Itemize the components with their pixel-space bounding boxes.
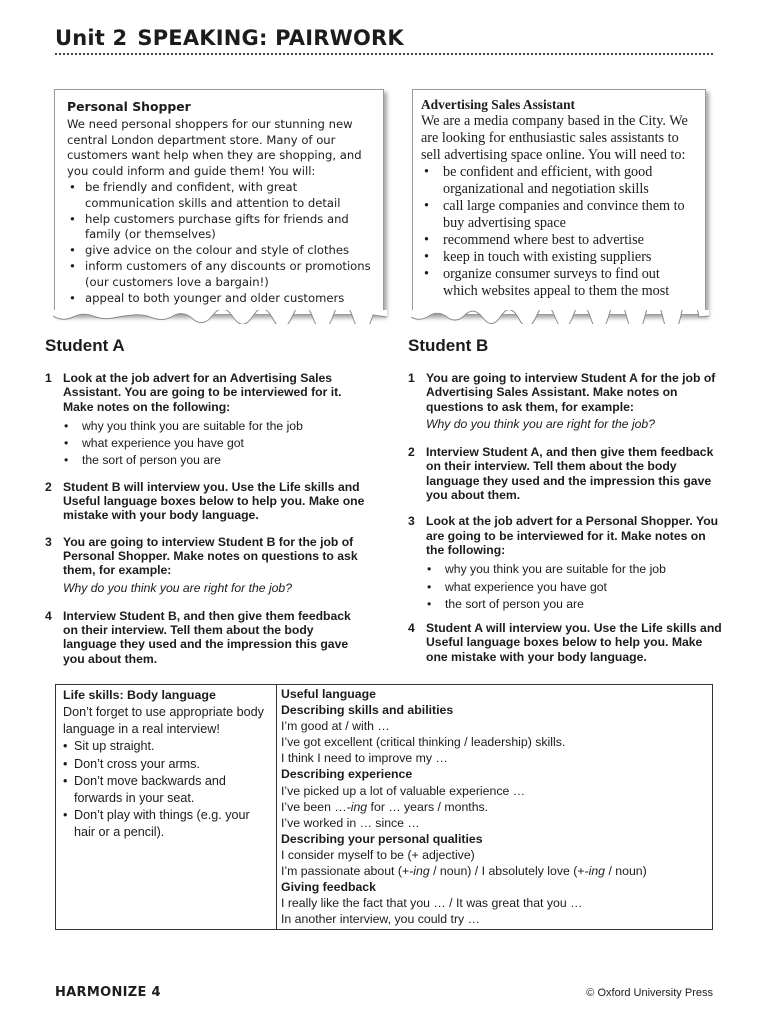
life-skills-bullet: • Don’t cross your arms. [63,756,270,773]
advert-intro: We are a media company based in the City. We are looking for enthusiastic sales assistants to sell advertising space online. You will need to: [421,113,688,163]
advert-intro: We need personal shoppers for our stunning new central London department store. Many of our customers want help when they are shopping, and you could inform and guide them! You will: [67,116,362,179]
section-heading: Describing experience [281,767,413,782]
footer-brand [55,985,161,1000]
life-skills-title: Life skills: Body language [63,688,216,702]
task-text: Student A will interview you. Use the Life skills and Useful language boxes below to help you. Make one mistake with your body language. [426,621,722,664]
task-number: 1 [408,371,415,385]
advert-bullet: • recommend where best to advertise [421,232,697,249]
task-text: Look at the job advert for an Advertising Sales Assistant. You are going to be interviewed for it. Make notes on the following: [63,371,342,414]
advert-bullet: • inform customers of any discounts or promotions (our customers love a bargain!) [67,259,373,291]
task-bullets [63,419,365,468]
footer-copyright: © Oxford University Press [586,987,713,999]
life-skills-bullet: • Don’t play with things (e.g. your hair or a pencil). [63,807,270,841]
task-text: You are going to interview Student B for the job of Personal Shopper. Make notes on questions to ask them, for example: [63,534,358,578]
unit-label: Unit 2 [55,26,128,50]
life-skills-bullet: • Sit up straight. [63,738,270,755]
task-text: You are going to interview Student A for the job of Advertising Sales Assistant. Make notes on questions to ask them, for example: [426,371,716,414]
torn-edge-decoration [53,310,387,324]
advert-bullet: • be confident and efficient, with good organizational and negotiation skills [421,164,697,198]
advert-title: Personal Shopper [67,99,191,114]
header-dotted-rule [55,53,713,55]
phrase-line: I’ve got excellent (critical thinking / leadership) skills. [281,735,566,750]
advert-personal-shopper [54,89,384,315]
advert-advertising-sales [412,89,706,315]
advert-bullet: • keep in touch with existing suppliers [421,249,697,266]
task-example: Why do you think you are right for the job? [63,580,292,595]
task-number: 2 [45,479,52,494]
phrase-line: I consider myself to be (+ adjective) [281,847,475,862]
task-bullet: • why you think you are suitable for the job [63,419,365,433]
page-title [55,26,404,50]
phrase-line: I’ve been …-ing for … years / months. [281,799,489,814]
task-item [45,535,365,595]
task-bullet: • why you think you are suitable for the job [426,562,726,576]
task-number: 4 [45,608,52,623]
life-skills-bullets [63,738,270,841]
advert-bullet: • organize consumer surveys to find out which websites appeal to them the most [421,266,697,300]
task-item [408,445,726,502]
task-text: Interview Student A, and then give them feedback on their interview. Tell them about the body language they used and the impression this gave you about them. [426,445,714,503]
task-number: 3 [45,534,52,549]
task-number: 4 [408,621,415,636]
task-bullet: • what experience you have got [63,436,365,450]
advert-title: Advertising Sales Assistant [421,97,576,112]
advert-bullet: • help customers purchase gifts for friends and family (or themselves) [67,212,373,244]
task-item [45,609,365,666]
section-heading: Describing your personal qualities [281,831,483,846]
life-skills-bullet: • Don’t move backwards and forwards in your seat. [63,773,270,807]
section-heading: Giving feedback [281,880,376,895]
task-number: 3 [408,514,415,529]
advert-bullet: • appeal to both younger and older customers [67,291,373,307]
student-b-tasks [408,371,726,664]
phrase-line: I really like the fact that you … / It was great that you … [281,896,583,911]
phrase-line: I’ve picked up a lot of valuable experience … [281,783,526,798]
section-title: SPEAKING: PAIRWORK [137,26,404,50]
task-number: 1 [45,371,52,385]
phrase-line: I’ve worked in … since … [281,815,420,830]
task-text: Interview Student B, and then give them feedback on their interview. Tell them about the body language they used and the impression this gave you about them. [63,608,351,666]
task-item [45,371,365,468]
life-skills-intro: Don’t forget to use appropriate body language in a real interview! [63,705,264,737]
brand-level: 4 [151,985,161,1000]
advert-bullets [67,180,373,306]
section-heading: Describing skills and abilities [281,703,454,718]
task-example: Why do you think you are right for the job? [426,416,655,431]
student-b-heading: Student B [408,336,489,355]
advert-bullets [421,164,697,300]
phrase-line: I think I need to improve my … [281,751,448,766]
useful-language-panel [277,685,712,929]
advert-bullet: • be friendly and confident, with great communication skills and attention to detail [67,180,373,212]
task-item [408,514,726,611]
task-bullet: • the sort of person you are [63,453,365,467]
torn-edge-decoration [411,310,709,324]
task-item [45,480,365,523]
phrase-line: I’m passionate about (+-ing / noun) / I absolutely love (+-ing / noun) [281,864,647,879]
task-number: 2 [408,445,415,460]
student-a-tasks [45,371,365,666]
life-skills-panel [56,685,277,929]
task-bullet: • the sort of person you are [426,597,726,611]
student-a-heading: Student A [45,336,125,355]
task-item [408,371,726,431]
phrase-line: In another interview, you could try … [281,912,480,927]
language-box [55,684,713,930]
task-bullet: • what experience you have got [426,580,726,594]
task-item [408,621,726,664]
advert-bullet: • call large companies and convince them to buy advertising space [421,198,697,232]
brand-name: HARMONIZE [55,985,147,1000]
useful-language-title: Useful language [281,687,376,701]
phrase-line: I’m good at / with … [281,719,390,734]
task-text: Student B will interview you. Use the Life skills and Useful language boxes below to help you. Make one mistake with your body language. [63,479,365,523]
task-text: Look at the job advert for a Personal Shopper. You are going to be interviewed for it. Make notes on the following: [426,514,719,557]
task-bullets [426,562,726,611]
advert-bullet: • give advice on the colour and style of clothes [67,243,373,259]
